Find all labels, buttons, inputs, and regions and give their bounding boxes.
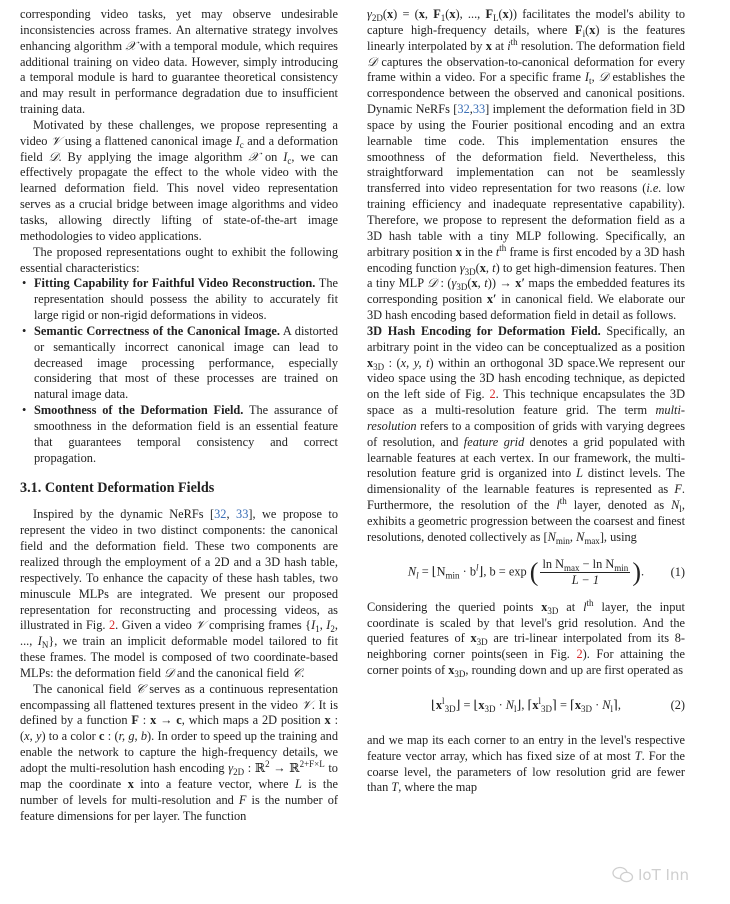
eq-term: l: [476, 562, 479, 573]
text-span: 2: [265, 758, 270, 769]
text-span: x: [455, 244, 462, 259]
figure-ref-link[interactable]: 2: [489, 387, 496, 402]
text-span: F: [575, 22, 583, 37]
eq-term: max: [564, 563, 580, 574]
text-span: x: [485, 38, 492, 53]
text-span: i: [582, 28, 586, 39]
eq-term: · b: [459, 564, 477, 579]
text-span: x: [574, 697, 581, 712]
text-span: F: [674, 482, 682, 497]
text-span: x: [589, 22, 596, 37]
text-span: γ: [459, 260, 465, 275]
text-span: γ: [228, 760, 234, 775]
text-span: 𝒟: [598, 70, 609, 85]
text-span: N: [671, 498, 680, 513]
text-span: x: [127, 776, 134, 791]
text-span: t: [589, 76, 592, 87]
text-span: T: [634, 748, 642, 763]
text-span: N: [547, 529, 556, 544]
text-span: I: [584, 70, 590, 85]
fraction: [540, 557, 630, 588]
watermark: [612, 866, 689, 884]
citation-link[interactable]: 33: [472, 102, 486, 117]
text-span: F: [485, 7, 493, 21]
equation-body: $⌊x^l_{3D}⌋$ = $⌊x_{3D}$ · $N_l⌋$, $⌈x^l_{3D}⌉$ = $⌈x_{3D}$ · $N_l⌉$,: [431, 695, 621, 714]
text-span: T: [391, 780, 399, 795]
text-span: 3D: [541, 703, 553, 714]
text-span: 𝒟: [427, 276, 437, 291]
eq-term: N: [407, 564, 417, 579]
text-span: 3D: [454, 669, 466, 680]
text-span: l: [583, 599, 587, 614]
text-span: 2: [330, 624, 335, 635]
text-span: 𝒟: [367, 54, 377, 69]
paragraph: 3D Hash Encoding for Deformation Field. Specifically, an arbitrary point in the video can be conceptualized as a position $x_{3D}$ : (x, y, t) within an orthogonal 3D space.We represent our video space using the 3D hash encoding technique, as depicted on the left side of Fig. 2. This technique encapsulates the 3D space as a multi-resolution feature grid. The term multi-resolution refers to a composition of grids with varying degrees of resolution, and feature grid denotes a grid populated with learnable features at each vertex. In our framework, the multi-resolution feature grid is organized into L distinct levels. The dimensionality of the learnable features is represented as F. Furthermore, the resolution of the $l^{th}$ layer, denoted as $N_l$, exhibits a geometric progression between the coarsest and finest resolutions, denoted collectively as [$N_{min}$, $N_{max}$], using: [367, 323, 686, 546]
text-span: 𝒳: [248, 149, 259, 164]
text-span: L: [294, 776, 302, 791]
text-span: c: [99, 729, 105, 744]
text-span: 𝒱: [51, 133, 62, 148]
text-span: t: [495, 244, 500, 259]
text-span: x: [324, 713, 331, 728]
eq-term: − ln N: [579, 557, 615, 572]
text-span: 𝒟: [163, 665, 174, 680]
equation-2: [367, 685, 685, 727]
text-span: 3D: [484, 703, 496, 714]
text-span: γ: [451, 276, 457, 291]
text-span: 3D: [476, 637, 488, 648]
text-span: i.e.: [646, 181, 662, 196]
eq-term: l: [416, 570, 419, 581]
text-span: x: [471, 276, 478, 291]
paragraph: Considering the queried points $x_{3D}$ at $l^{th}$ layer, the input coordinate is scaled by that level's grid resolution. And the queried features of $x_{3D}$ are tri-linear interpolated from its 8-neighboring corner points(seen in Fig. 2). For attaining the corner points of $x_{3D}$, rounding down and up are first operated as: [367, 597, 686, 680]
text-span: feature grid: [463, 434, 525, 449]
text-span: I: [326, 618, 331, 633]
eq-term: L − 1: [571, 573, 600, 588]
text-span: l: [514, 703, 517, 714]
eq-term: min: [614, 563, 629, 574]
text-span: F: [433, 7, 441, 21]
text-span: Fitting Capability for Faithful Video Reconstruction.: [34, 276, 316, 291]
paragraph: Motivated by these challenges, we propose representing a video 𝒱 using a flattened canonical image $I_c$ and a deformation field 𝒟. By applying the image algorithm 𝒳 on $I_c$, we can effectively propagate the effect to the whole video with the learned deformation field. This novel video representation serves as a crucial bridge between image algorithms and video tasks, allowing directly lifting of state-of-the-art image methodologies to video applications.: [20, 117, 339, 243]
text-span: x: [448, 663, 455, 678]
text-span: c: [287, 155, 292, 166]
text-span: t: [484, 276, 488, 291]
text-span: l: [538, 695, 542, 706]
text-span: x: [435, 697, 443, 712]
text-span: 3D: [547, 605, 559, 616]
text-span: 𝒞: [135, 681, 145, 696]
text-span: L: [493, 13, 499, 23]
left-paren: (: [529, 557, 539, 587]
text-span: Semantic Correctness of the Canonical Image.: [34, 323, 280, 338]
eq-term: .: [640, 564, 645, 579]
figure-ref-link[interactable]: 2: [108, 618, 116, 633]
text-span: x: [541, 599, 548, 614]
text-span: F: [131, 713, 139, 728]
text-span: x: [532, 697, 539, 712]
text-span: I: [283, 149, 288, 164]
section-heading: 3.1. Content Deformation Fields: [20, 480, 215, 497]
text-span: F: [238, 792, 247, 807]
left-column: [20, 7, 338, 824]
text-span: I: [311, 618, 316, 633]
text-span: i: [507, 38, 511, 53]
text-span: th: [586, 597, 594, 608]
text-span: 3D: [456, 282, 468, 293]
equation-number: (2): [670, 697, 685, 712]
text-span: 3D: [464, 266, 476, 277]
text-span: 3D: [373, 361, 385, 372]
eq-term: = ⌊N: [418, 564, 446, 579]
text-span: t: [492, 260, 496, 275]
paragraph: corresponding video tasks, yet may observe undesirable inconsistencies across frames. An alternative strategy involves enhancing algorithm 𝒳 with a temporal module, which requires additional training on video data. However, simply introducing a temporal module is hard to guarantee theoretical consistency and may result in performance degradation due to insufficient training data.: [20, 7, 338, 117]
text-span: x′: [515, 276, 525, 291]
text-span: x: [418, 7, 425, 21]
text-span: x′: [486, 292, 497, 307]
text-span: th: [510, 36, 518, 47]
paragraph: $\gamma_{2D}(x) = (x$, $F_1(x)$, ..., $F_L(x)$) facilitates the model's ability to capture high-frequency details, where $F_i(x)$ is the features linearly interpolated by x at $i^{th}$ resolution. The deformation field 𝒟 captures the observation-to-canonical deformation for every frame within a video. For a specific frame $I_t$, 𝒟 establishes the correspondence between the observed and canonical positions. Dynamic NeRFs [32,33] implement the deformation field in 3D space by using the Fourier positional encoding and an extra learnable time code. This implementation ensures the smoothness of the deformation field. Nevertheless, this straightforward implementation can not be seamlessly transferred into video representation for two reasons (i.e. low training efficiency and inadequate representative capability). Therefore, we propose to represent the deformation field as a 3D hash table with a tiny MLP following. Specifically, an arbitrary position x in the $t^{th}$ frame is first encoded by a 3D hash encoding function $\gamma_{3D}(x$, t) to get high-dimension features. Then a tiny MLP 𝒟 : ($\gamma_{3D}(x$, t)) → x′ maps the embedded features its corresponding position x′ in canonical field. We elaborate our 3D hash encoding based deformation field in detail as follows.: [367, 7, 686, 323]
text-span: x, y, t: [400, 355, 430, 370]
characteristics-list: [20, 276, 338, 466]
text-span: 𝒳: [125, 38, 137, 53]
text-span: th: [499, 242, 507, 253]
text-span: 𝒱: [195, 618, 206, 633]
citation-link[interactable]: 33: [236, 507, 249, 522]
text-span: x: [449, 7, 456, 21]
text-span: x: [367, 355, 374, 370]
text-span: I: [235, 133, 240, 148]
text-span: multi-resolution: [367, 403, 685, 433]
text-span: N: [505, 697, 515, 712]
list-item: • Fitting Capability for Faithful Video Reconstruction. The representation should possess the ability to accurately fit large rigid or non-rigid deformations in videos.: [34, 276, 338, 324]
text-span: 3D: [444, 703, 456, 714]
text-span: x: [470, 631, 477, 646]
text-span: 2+F×L: [299, 758, 325, 769]
text-span: x: [387, 7, 394, 21]
list-item: • Semantic Correctness of the Canonical Image. A distorted or semantically incorrect canonical image can lead to decreased image processing performance, especially considering that most of these processes are trained on natural image data.: [34, 324, 338, 403]
equation-1: [367, 552, 685, 594]
text-span: 1: [315, 624, 320, 635]
paragraph: The canonical field 𝒞 serves as a continuous representation encompassing all flattened textures present in the video 𝒱. It is defined by a function F : x → c, which maps a 2D position x : (x, y) to a color c : (r, g, b). In order to speed up the training and enable the network to capture the high-frequency details, we adopt the multi-resolution hash encoding $\gamma_{2D}$ : ℝ$^2$ → ℝ$^{2+F\times L}$ to map the coordinate x into a feature vector, where L is the number of levels for multi-resolution and F is the number of feature dimensions for per layer. The function: [20, 681, 338, 823]
paragraph: The proposed representations ought to exhibit the following essential characteristics:: [20, 244, 338, 275]
text-span: x, y: [24, 729, 42, 744]
watermark-text: IoT Inn: [638, 866, 689, 884]
figure-ref-link[interactable]: 2: [576, 647, 583, 662]
text-span: 𝒞: [292, 665, 302, 680]
right-column: [367, 7, 685, 796]
text-span: x: [150, 713, 157, 728]
text-span: r, g, b: [118, 729, 148, 744]
text-span: x: [478, 697, 485, 712]
citation-link[interactable]: 32: [457, 102, 470, 117]
text-span: Smoothness of the Deformation Field.: [34, 403, 244, 418]
text-span: 𝒟: [48, 149, 59, 164]
text-span: γ: [367, 7, 372, 21]
text-span: N: [602, 697, 611, 712]
text-span: c: [239, 139, 244, 150]
text-span: I: [37, 634, 42, 649]
text-span: th: [559, 496, 567, 507]
eq-term: min: [445, 570, 460, 581]
list-item: • Smoothness of the Deformation Field. The assurance of smoothness in the deformation field is an essential feature that guarantees temporal consistency and correct propagation.: [34, 403, 338, 466]
text-span: l: [610, 703, 614, 714]
equation-number: (1): [670, 564, 685, 579]
eq-term: ⌋, b = exp: [478, 564, 527, 579]
paragraph: Inspired by the dynamic NeRFs [32, 33], we propose to represent the video in two distinct components: the canonical field and the deformation field. These two components are realized through the employment of a 2D and a 3D hash table, respectively. To enhance the capacity of these hash tables, two minuscule MLPs are integrated. We present our proposed representation for reconstructing and processing videos, as illustrated in Fig. 2. Given a video 𝒱 comprising frames {$I_1$, $I_2$, ..., $I_N$}, we train an implicit deformable model tailored to fit these frames. The model is composed of two coordinate-based MLPs: the deformation field 𝒟 and the canonical field 𝒞.: [20, 507, 339, 680]
text-span: 2D: [233, 766, 245, 777]
text-span: l: [442, 695, 445, 706]
text-span: 3D Hash Encoding for Deformation Field.: [367, 323, 601, 338]
text-span: 𝒱: [301, 697, 312, 712]
text-span: 2D: [371, 13, 383, 23]
eq-term: ln N: [542, 557, 565, 572]
paragraph: and we map its each corner to an entry in the level's respective feature vector array, which has fixed size of at most T. For the coarse level, the parameters of low resolution grid are fewer than T, where the map: [367, 732, 685, 795]
text-span: max: [584, 535, 600, 546]
text-span: N: [41, 640, 49, 651]
text-span: 3D: [580, 703, 592, 714]
text-span: min: [555, 535, 570, 546]
text-span: L: [576, 466, 583, 481]
text-span: x: [479, 260, 486, 275]
citation-link[interactable]: 32: [214, 507, 227, 522]
text-span: l: [556, 498, 560, 513]
text-span: 1: [440, 13, 446, 23]
wechat-icon: [612, 866, 634, 884]
right-paren: ): [632, 557, 641, 587]
text-span: x: [502, 7, 509, 21]
text-span: l: [679, 504, 682, 515]
text-span: N: [576, 529, 585, 544]
text-span: c: [176, 713, 182, 728]
